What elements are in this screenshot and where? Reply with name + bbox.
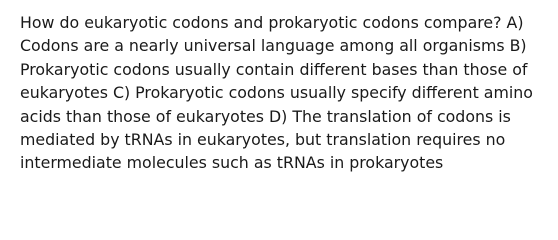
question-line: mediated by tRNAs in eukaryotes, but translation requires no [20, 129, 506, 149]
question-line: eukaryotes C) Prokaryotic codons usually specify different amino [20, 83, 533, 103]
question-line: How do eukaryotic codons and prokaryotic codons compare? A) [20, 13, 524, 32]
question-line: Codons are a nearly universal language among all organisms B) [20, 36, 527, 56]
question-line: acids than those of eukaryotes D) The translation of codons is [20, 106, 511, 126]
question-text [20, 11, 550, 175]
question-line: Prokaryotic codons usually contain different bases than those of [20, 59, 528, 79]
question-line: intermediate molecules such as tRNAs in prokaryotes [20, 153, 444, 173]
